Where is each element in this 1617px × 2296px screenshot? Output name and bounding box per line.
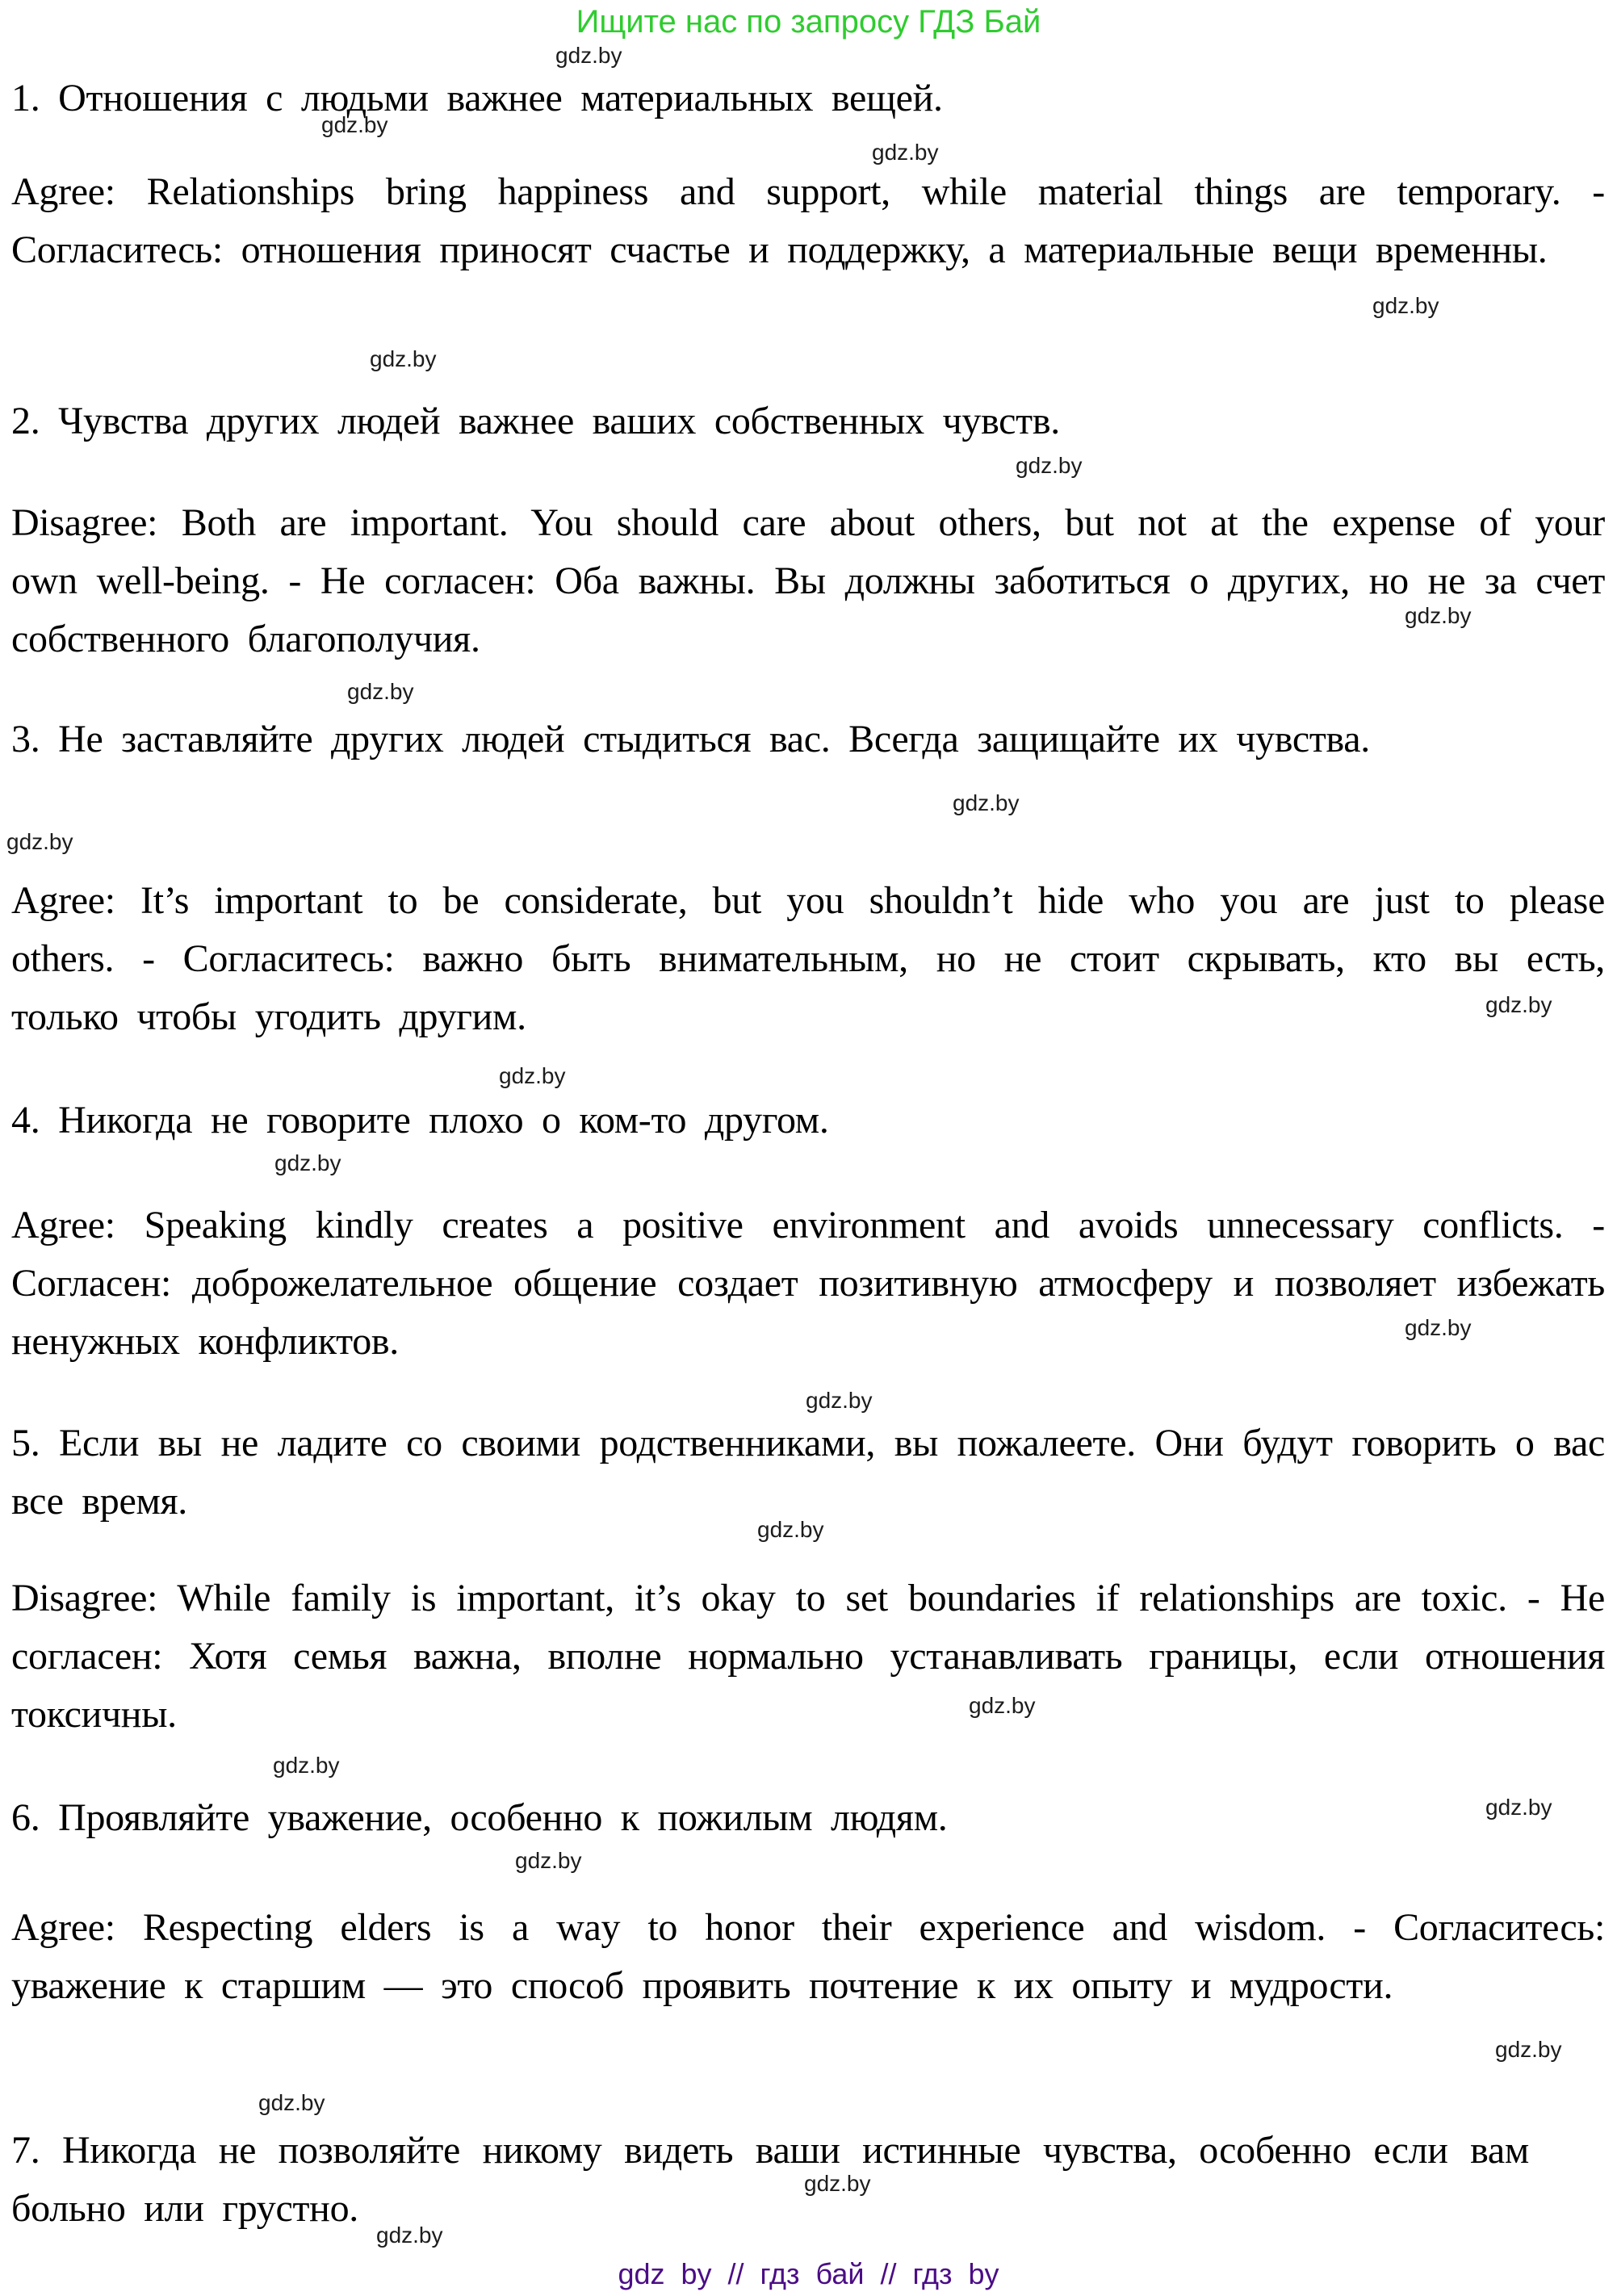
answer-3: Agree: It’s important to be considerate, but you shouldn’t hide who you are just to please others. - Согласитесь: важно быть внимательным, но не стоит скрывать, кто вы есть, только чтобы угодить другим. (11, 879, 1605, 1038)
gdzby-watermark: gdz.by (1405, 1315, 1472, 1340)
gdzby-watermark: gdz.by (347, 679, 414, 704)
gdzby-watermark: gdz.by (274, 1150, 341, 1175)
answer-1: Agree: Relationships bring happiness and support, while material things are temporary. - Согласитесь: отношения приносят счастье и поддержку, а материальные вещи временны. (11, 170, 1605, 271)
gdzby-watermark: gdz.by (872, 140, 939, 165)
gdzby-watermark: gdz.by (273, 1753, 340, 1778)
gdzby-watermark: gdz.by (6, 829, 73, 854)
answer-4: Agree: Speaking kindly creates a positive environment and avoids unnecessary conflicts. - Согласен: доброжелательное общение создает позитивную атмосферу и позволяет избежать ненужных конфликтов. (11, 1204, 1605, 1363)
statement-1: 1. Отношения с людьми важнее материальных вещей. (11, 77, 943, 119)
gdzby-watermark: gdz.by (515, 1848, 582, 1873)
statement-4: 4. Никогда не говорите плохо о ком-то другом. (11, 1099, 829, 1142)
gdzby-watermark: gdz.by (806, 1388, 873, 1413)
answer-5: Disagree: While family is important, it’s okay to set boundaries if relationships are toxic. - Не согласен: Хотя семья важна, вполне нормально устанавливать границы, если отношения токсичны. (11, 1577, 1605, 1736)
gdzby-watermark: gdz.by (499, 1063, 566, 1088)
promo-banner: Ищите нас по запросу ГДЗ Бай (576, 4, 1041, 40)
gdzby-watermark: gdz.by (969, 1693, 1036, 1718)
footer-links: gdz by // гдз бай // гдз by (618, 2257, 999, 2290)
gdzby-watermark: gdz.by (376, 2223, 443, 2248)
gdzby-watermark: gdz.by (1372, 293, 1439, 318)
gdzby-watermark: gdz.by (1495, 2037, 1562, 2062)
answer-6: Agree: Respecting elders is a way to honor their experience and wisdom. - Согласитесь: уважение к старшим — это способ проявить почтение к их опыту и мудрости. (11, 1906, 1605, 2007)
gdzby-watermark: gdz.by (370, 346, 437, 371)
gdzby-watermark: gdz.by (757, 1517, 824, 1542)
gdzby-watermark: gdz.by (1485, 992, 1552, 1017)
gdzby-watermark: gdz.by (321, 112, 388, 137)
statement-3: 3. Не заставляйте других людей стыдиться вас. Всегда защищайте их чувства. (11, 718, 1370, 760)
gdzby-watermark: gdz.by (804, 2171, 871, 2196)
gdzby-watermark: gdz.by (258, 2090, 325, 2115)
statement-2: 2. Чувства других людей важнее ваших собственных чувств. (11, 400, 1060, 442)
statement-6: 6. Проявляйте уважение, особенно к пожилым людям. (11, 1796, 948, 1839)
gdzby-watermark: gdz.by (555, 43, 622, 68)
statement-7: 7. Никогда не позволяйте никому видеть ваши истинные чувства, особенно если вам больно или грустно. (11, 2129, 1529, 2230)
gdzby-watermark: gdz.by (1405, 603, 1472, 628)
gdzby-watermark: gdz.by (1485, 1795, 1552, 1820)
answer-2: Disagree: Both are important. You should care about others, but not at the expense of your own well-being. - Не согласен: Оба важны. Вы должны заботиться о других, но не за счет собственного благополучия. (11, 501, 1605, 660)
gdzby-watermark: gdz.by (1016, 453, 1083, 478)
gdzby-watermark: gdz.by (953, 790, 1020, 815)
statement-5: 5. Если вы не ладите со своими родственниками, вы пожалеете. Они будут говорить о вас все время. (11, 1422, 1605, 1523)
